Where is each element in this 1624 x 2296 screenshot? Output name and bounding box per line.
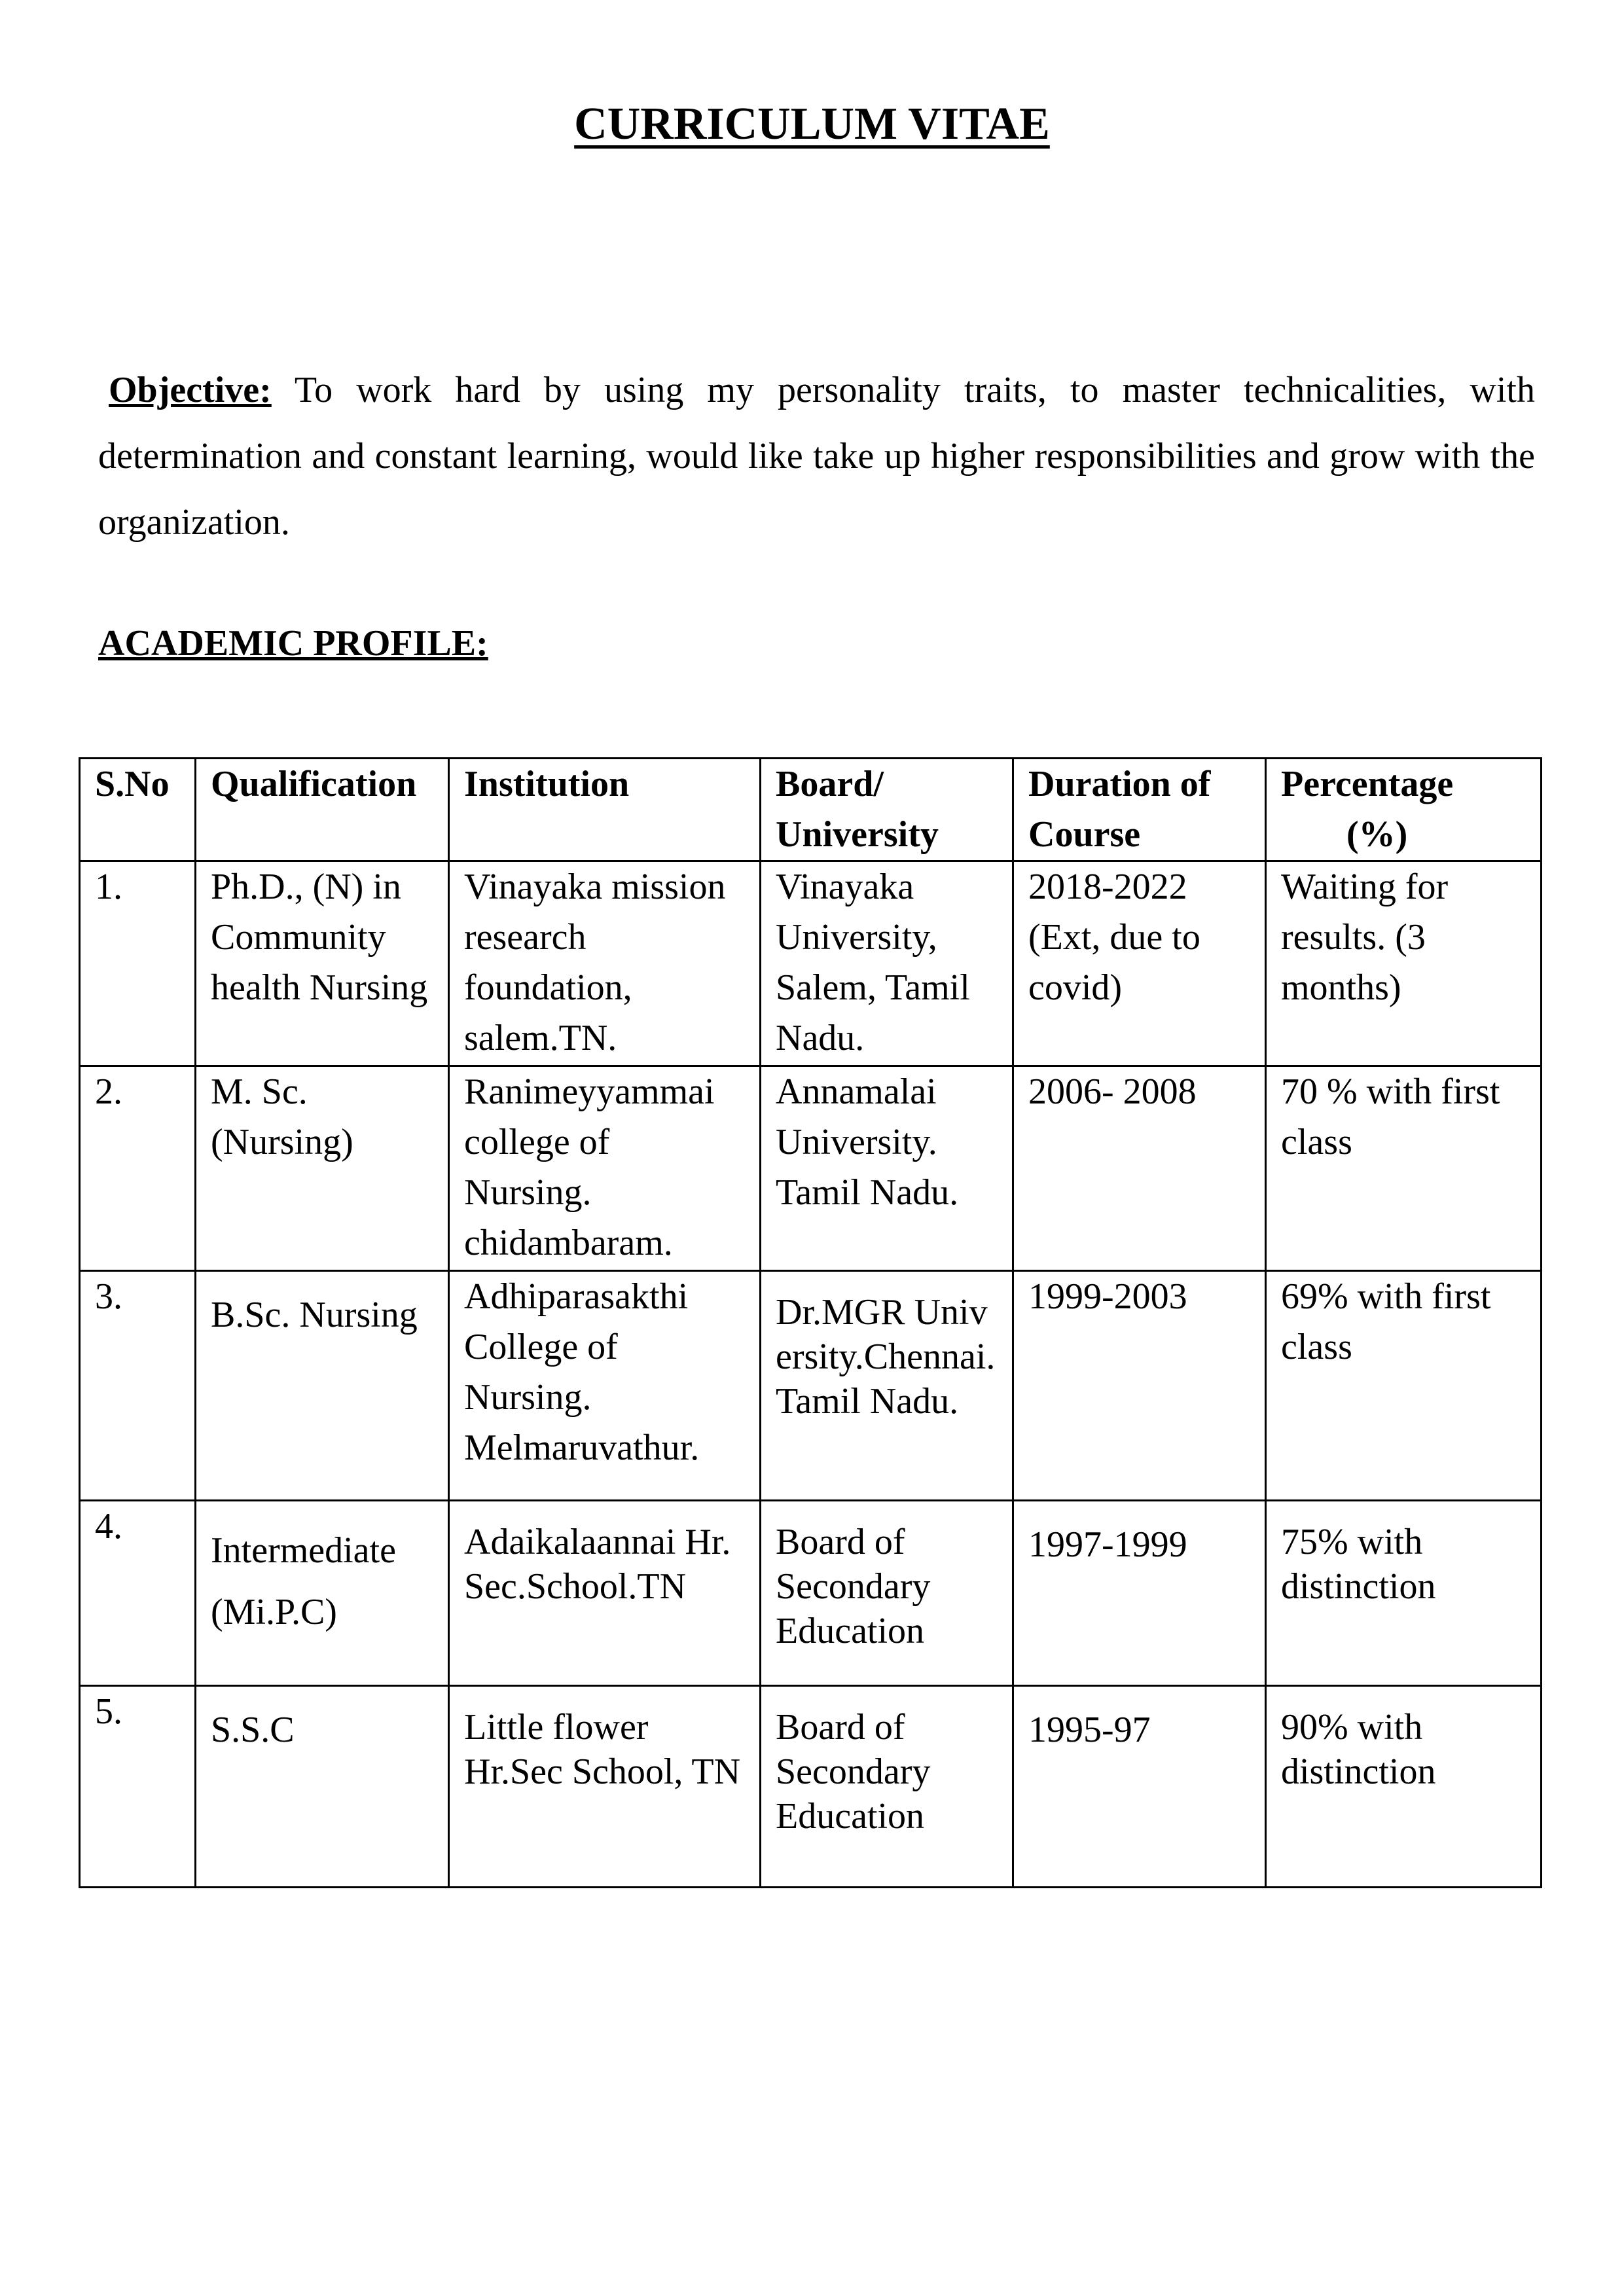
cell-institution: Ranimeyyammai college of Nursing. chidambaram. xyxy=(449,1066,761,1271)
cell-sno: 1. xyxy=(80,861,196,1066)
cell-qualification: M. Sc. (Nursing) xyxy=(196,1066,449,1271)
cell-board: Vinayaka University, Salem, Tamil Nadu. xyxy=(761,861,1013,1066)
header-sno: S.No xyxy=(80,759,196,861)
table-row xyxy=(80,1066,1542,1271)
cell-qualification: S.S.C xyxy=(196,1686,449,1888)
table-row xyxy=(80,1686,1542,1888)
cell-percentage: 90% with distinction xyxy=(1266,1686,1542,1888)
objective-label: Objective: xyxy=(109,370,272,410)
academic-profile-table xyxy=(79,757,1542,1888)
cell-percentage: 69% with first class xyxy=(1266,1271,1542,1501)
cell-sno: 5. xyxy=(80,1686,196,1888)
cell-institution: Adaikalaannai Hr.Sec.School.TN xyxy=(449,1501,761,1686)
cell-institution: Vinayaka mission research foundation, salem.TN. xyxy=(449,861,761,1066)
header-board-line2: University xyxy=(776,814,939,855)
cell-qualification: Ph.D., (N) in Community health Nursing xyxy=(196,861,449,1066)
cell-sno: 3. xyxy=(80,1271,196,1501)
header-percentage xyxy=(1266,759,1542,861)
cell-board: Board of Secondary Education xyxy=(761,1686,1013,1888)
cell-qualification: Intermediate (Mi.P.C) xyxy=(196,1501,449,1686)
cell-duration: 1995-97 xyxy=(1013,1686,1266,1888)
cell-sno: 4. xyxy=(80,1501,196,1686)
cell-duration: 1999-2003 xyxy=(1013,1271,1266,1501)
cell-institution: Adhiparasakthi College of Nursing. Melmaruvathur. xyxy=(449,1271,761,1501)
academic-profile-heading: ACADEMIC PROFILE: xyxy=(98,623,488,664)
cell-percentage: Waiting for results. (3 months) xyxy=(1266,861,1542,1066)
header-institution: Institution xyxy=(449,759,761,861)
header-duration xyxy=(1013,759,1266,861)
page-title-text: CURRICULUM VITAE xyxy=(574,99,1050,149)
header-board-university xyxy=(761,759,1013,861)
header-board-line1: Board/ xyxy=(776,764,884,804)
header-duration-line2: Course xyxy=(1028,814,1141,855)
cell-duration: 2018-2022 (Ext, due to covid) xyxy=(1013,861,1266,1066)
objective-paragraph xyxy=(98,357,1535,556)
header-qualification: Qualification xyxy=(196,759,449,861)
table-row xyxy=(80,1501,1542,1686)
cell-percentage: 70 % with first class xyxy=(1266,1066,1542,1271)
cell-qualification: B.Sc. Nursing xyxy=(196,1271,449,1501)
cell-sno: 2. xyxy=(80,1066,196,1271)
page-title xyxy=(0,97,1624,152)
header-percentage-line2: (%) xyxy=(1346,814,1408,855)
cell-institution: Little flower Hr.Sec School, TN xyxy=(449,1686,761,1888)
header-duration-line1: Duration of xyxy=(1028,764,1211,804)
cell-board: Board of Secondary Education xyxy=(761,1501,1013,1686)
cell-percentage: 75% with distinction xyxy=(1266,1501,1542,1686)
cell-duration: 2006- 2008 xyxy=(1013,1066,1266,1271)
header-percentage-line1: Percentage xyxy=(1281,764,1454,804)
cell-board: Dr.MGR University.Chennai.Tamil Nadu. xyxy=(761,1271,1013,1501)
table-row xyxy=(80,861,1542,1066)
table-header-row xyxy=(80,759,1542,861)
cell-duration: 1997-1999 xyxy=(1013,1501,1266,1686)
cell-board: Annamalai University. Tamil Nadu. xyxy=(761,1066,1013,1271)
objective-text: To work hard by using my personality traits, to master technicalities, with determination and constant learning, would like take up higher responsibilities and grow with the organization. xyxy=(98,370,1535,543)
table-row xyxy=(80,1271,1542,1501)
